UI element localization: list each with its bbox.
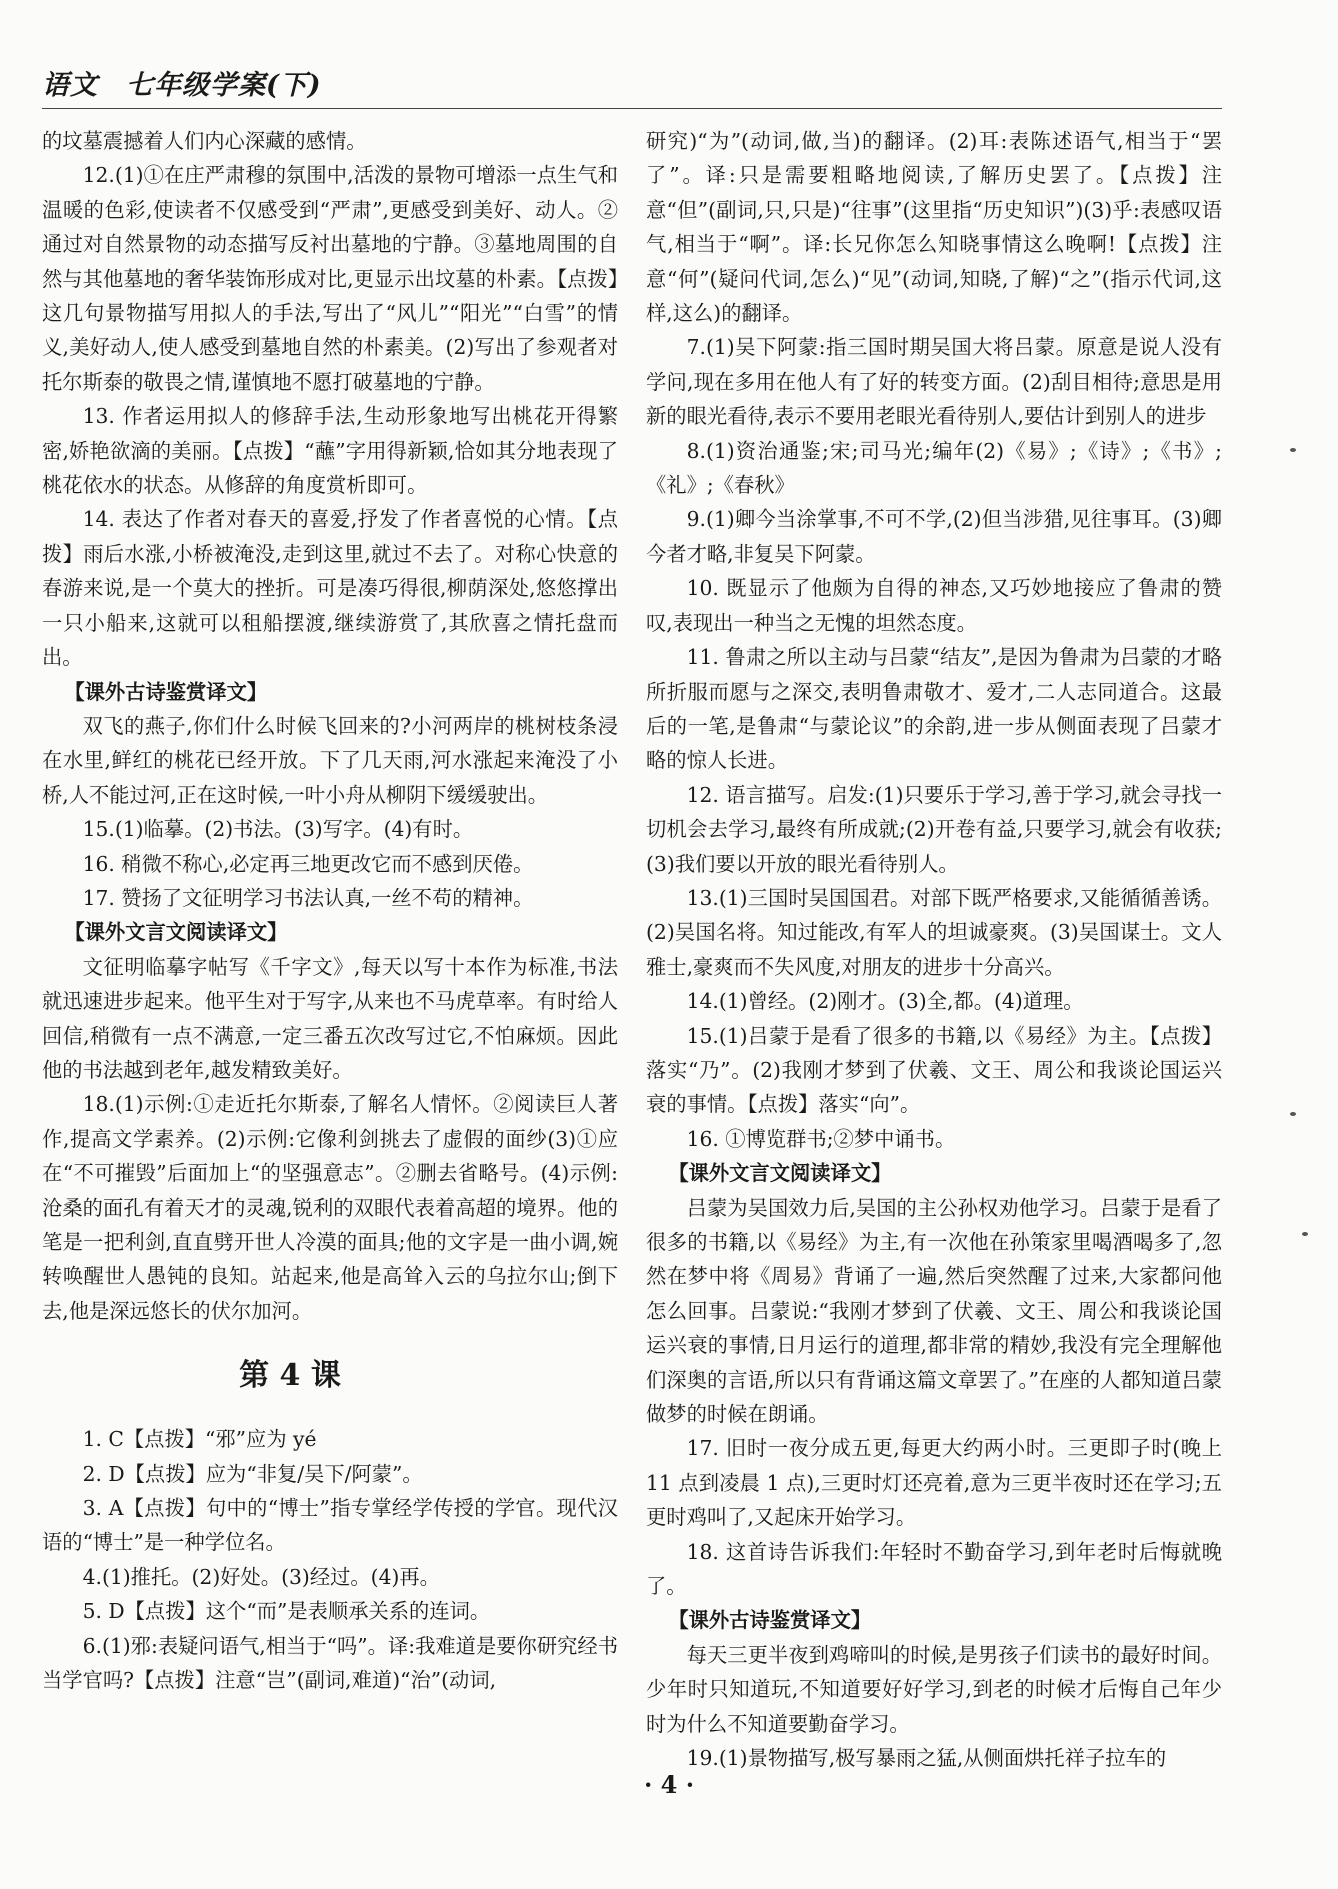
scan-speck	[1302, 1232, 1308, 1236]
answer-paragraph: 17. 赞扬了文征明学习书法认真,一丝不苟的精神。	[82, 885, 534, 910]
answer-paragraph: 19.(1)景物描写,极写暴雨之猛,从侧面烘托祥子拉车的	[686, 1746, 1167, 1771]
answer-paragraph: 5. D【点拨】这个“而”是表顺承关系的连词。	[82, 1599, 491, 1624]
answer-paragraph: 4.(1)推托。(2)好处。(3)经过。(4)再。	[82, 1564, 440, 1589]
answer-paragraph: 18.(1)示例:①走近托尔斯泰,了解名人情怀。②阅读巨人著作,提高文学素养。(2)示例:它像利剑挑去了虚假的面纱(3)①应在“不可摧毁”后面加上“的坚强意志”。②删去省略号。(4)示例:沧桑的面孔有着天才的灵魂,锐利的双眼代表着高超的境界。他的笔是一把利剑,直直劈开世人冷漠的面具;他的文字是一曲小调,婉转唤醒世人愚钝的良知。站起来,他是高耸入云的乌拉尔山;倒下去,他是深远悠长的伏尔加河。	[42, 1092, 618, 1323]
answer-paragraph: 13.(1)三国时吴国国君。对部下既严格要求,又能循循善诱。(2)吴国名将。知过能改,有军人的坦诚豪爽。(3)吴国谋士。文人雅士,豪爽而不失风度,对朋友的进步十分高兴。	[646, 885, 1222, 979]
answer-paragraph: 研究)“为”(动词,做,当)的翻译。(2)耳:表陈述语气,相当于“罢了”。译:只是需要粗略地阅读,了解历史罢了。【点拨】注意“但”(副词,只,只是)“往事”(这里指“历史知识”)(3)乎:表感叹语气,相当于“啊”。译:长兄你怎么知晓事情这么晚啊!【点拨】注意“何”(疑问代词,怎么)“见”(动词,知晓,了解)“之”(指示代词,这样,这么)的翻译。	[646, 129, 1222, 326]
answer-paragraph: 1. C【点拨】“邪”应为 yé	[82, 1427, 317, 1452]
answer-paragraph: 9.(1)卿今当涂掌事,不可不学,(2)但当涉猎,见往事耳。(3)卿今者才略,非复吴下阿蒙。	[646, 507, 1222, 566]
answer-paragraph: 18. 这首诗告诉我们:年轻时不勤奋学习,到年老时后悔就晚了。	[646, 1539, 1222, 1599]
answer-paragraph: 文征明临摹字帖写《千字文》,每天以写十本作为标准,书法就迅速进步起来。他平生对于写字,从来也不马虎草率。有时给人回信,稍微有一点不满意,一定三番五次改写过它,不怕麻烦。因此他的书法越到老年,越发精致美好。	[42, 954, 618, 1082]
answer-paragraph: 吕蒙为吴国效力后,吴国的主公孙权劝他学习。吕蒙于是看了很多的书籍,以《易经》为主,有一次他在孙策家里喝酒喝多了,忽然在梦中将《周易》背诵了一遍,然后突然醒了过来,大家都问他怎么回事。吕蒙说:“我刚才梦到了伏羲、文王、周公和我谈论国运兴衰的事情,日月运行的道理,都非常的精妙,我没有完全理解他们深奥的言语,所以只有背诵这篇文章罢了。”在座的人都知道吕蒙做梦的时候在朗诵。	[646, 1195, 1222, 1427]
answer-paragraph: 每天三更半夜到鸡啼叫的时候,是男孩子们读书的最好时间。少年时只知道玩,不知道要好好学习,到老的时候才后悔自己年少时为什么不知道要勤奋学习。	[646, 1642, 1222, 1736]
answer-paragraph: 10. 既显示了他颇为自得的神态,又巧妙地接应了鲁肃的赞叹,表现出一种当之无愧的坦然态度。	[646, 576, 1222, 635]
answer-paragraph: 双飞的燕子,你们什么时候飞回来的?小河两岸的桃树枝条浸在水里,鲜红的桃花已经开放。下了几天雨,河水涨起来淹没了小桥,人不能过河,正在这时候,一叶小舟从柳阴下缓缓驶出。	[42, 713, 618, 807]
answer-paragraph: 15.(1)临摹。(2)书法。(3)写字。(4)有时。	[82, 817, 474, 842]
answer-paragraph: 14.(1)曾经。(2)刚才。(3)全,都。(4)道理。	[686, 989, 1084, 1014]
answer-paragraph: 的坟墓震撼着人们内心深藏的感情。	[42, 129, 367, 153]
answer-paragraph: 11. 鲁肃之所以主动与吕蒙“结友”,是因为鲁肃为吕蒙的才略所折服而愿与之深交,表明鲁肃敬才、爱才,二人志同道合。这最后的一笔,是鲁肃“与蒙论议”的余韵,进一步从侧面表现了吕蒙才略的惊人长进。	[646, 645, 1222, 773]
answer-paragraph: 12. 语言描写。启发:(1)只要乐于学习,善于学习,就会寻找一切机会去学习,最终有所成就;(2)开卷有益,只要学习,就会有收获;(3)我们要以开放的眼光看待别人。	[646, 782, 1222, 876]
left-column	[42, 124, 618, 1697]
answer-paragraph: 6.(1)邪:表疑问语气,相当于“吗”。译:我难道是要你研究经书当学官吗?【点拨】注意“岂”(副词,难道)“治”(动词,	[42, 1633, 618, 1693]
answer-paragraph: 3. A【点拨】句中的“博士”指专掌经学传授的学官。现代汉语的“博士”是一种学位名。	[42, 1496, 618, 1555]
answer-paragraph: 15.(1)吕蒙于是看了很多的书籍,以《易经》为主。【点拨】落实“乃”。(2)我刚才梦到了伏羲、文王、周公和我谈论国运兴衰的事情。【点拨】落实“向”。	[646, 1023, 1222, 1117]
section-heading: 【课外文言文阅读译文】	[668, 1161, 892, 1186]
header-title: 语文 七年级学案(下)	[42, 70, 322, 101]
answer-paragraph: 16. ①博览群书;②梦中诵书。	[686, 1126, 956, 1151]
answer-paragraph: 7.(1)吴下阿蒙:指三国时期吴国大将吕蒙。原意是说人没有学问,现在多用在他人有了好的转变方面。(2)刮目相待;意思是用新的眼光看待,表示不要用老眼光看待别人,要估计到别人的进步	[646, 335, 1222, 429]
answer-paragraph: 17. 旧时一夜分成五更,每更大约两小时。三更即子时(晚上 11 点到凌晨 1 点),三更时灯还亮着,意为三更半夜时还在学习;五更时鸡叫了,又起床开始学习。	[646, 1436, 1222, 1530]
right-column	[646, 124, 1222, 1776]
page-number: · 4 ·	[643, 1770, 695, 1799]
lesson-heading: 第 4 课	[239, 1358, 341, 1394]
answer-paragraph: 16. 稍微不称心,必定再三地更改它而不感到厌倦。	[82, 851, 534, 876]
section-heading: 【课外文言文阅读译文】	[64, 920, 288, 945]
answer-paragraph: 12.(1)①在庄严肃穆的氛围中,活泼的景物可增添一点生气和温暖的色彩,使读者不仅感受到“严肃”,更感受到美好、动人。②通过对自然景物的动态描写反衬出墓地的宁静。③墓地周围的自然与其他墓地的奢华装饰形成对比,更显示出坟墓的朴素。【点拨】这几句景物描写用拟人的手法,写出了“风儿”“阳光”“白雪”的情义,美好动人,使人感受到墓地自然的朴素美。(2)写出了参观者对托尔斯泰的敬畏之情,谨慎地不愿打破墓地的宁静。	[42, 163, 618, 394]
answer-paragraph: 14. 表达了作者对春天的喜爱,抒发了作者喜悦的心情。【点拨】雨后水涨,小桥被淹没,走到这里,就过不去了。对称心快意的春游来说,是一个莫大的挫折。可是凑巧得很,柳荫深处,悠悠撑出一只小船来,这就可以租船摆渡,继续游赏了,其欣喜之情托盘而出。	[42, 507, 618, 670]
answer-paragraph: 13. 作者运用拟人的修辞手法,生动形象地写出桃花开得繁密,娇艳欲滴的美丽。【点拨】“蘸”字用得新颖,恰如其分地表现了桃花依水的状态。从修辞的角度赏析即可。	[42, 404, 618, 498]
answer-paragraph: 2. D【点拨】应为“非复/吴下/阿蒙”。	[82, 1461, 423, 1486]
page-header	[42, 70, 1222, 109]
answer-paragraph: 8.(1)资治通鉴;宋;司马光;编年(2)《易》;《诗》;《书》;《礼》;《春秋》	[646, 438, 1222, 498]
scan-speck	[1290, 1112, 1296, 1116]
section-heading: 【课外古诗鉴赏译文】	[64, 679, 268, 704]
section-heading: 【课外古诗鉴赏译文】	[668, 1608, 872, 1633]
scan-speck	[1290, 448, 1296, 452]
